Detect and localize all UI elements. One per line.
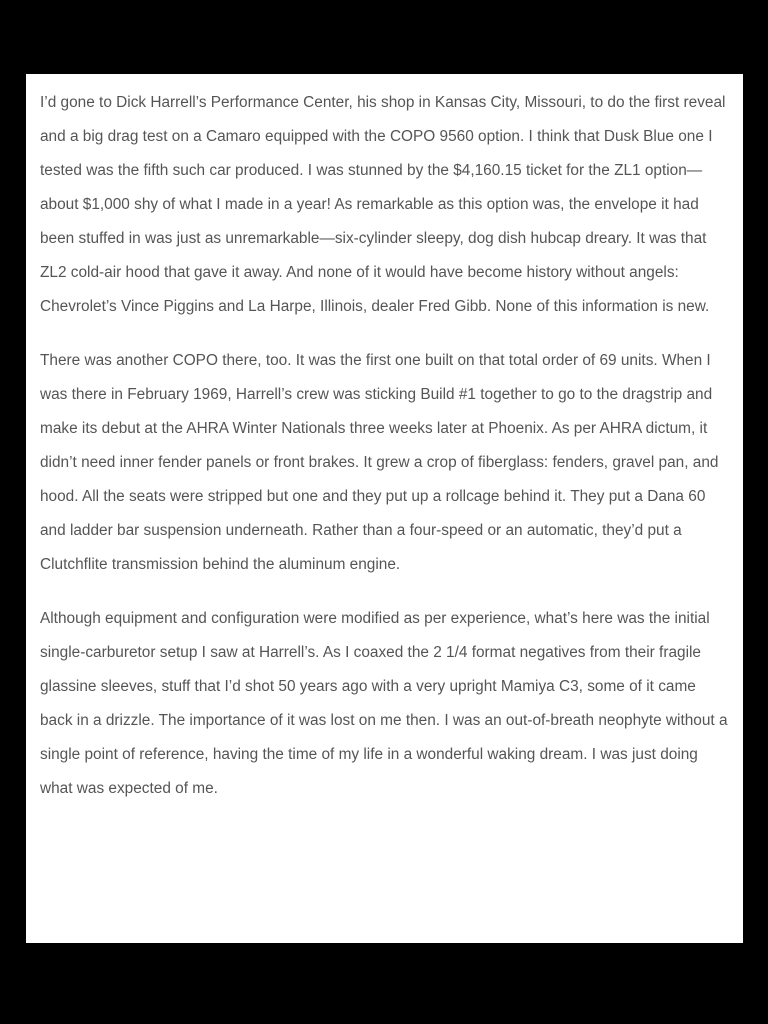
article-paragraph-1: I’d gone to Dick Harrell’s Performance Center, his shop in Kansas City, Missouri, to do the first reveal and a big drag test on a Camaro equipped with the COPO 9560 option. I think that Dusk Blue one I tested was the fifth such car produced. I was stunned by the $4,160.15 ticket for the ZL1 option—about $1,000 shy of what I made in a year! As remarkable as this option was, the envelope it had been stuffed in was just as unremarkable—six-cylinder sleepy, dog dish hubcap dreary. It was that ZL2 cold-air hood that gave it away. And none of it would have become history without angels: Chevrolet’s Vince Piggins and La Harpe, Illinois, dealer Fred Gibb. None of this information is new. bbox=[40, 94, 726, 315]
article-paragraph-3: Although equipment and configuration were modified as per experience, what’s here was the initial single-carburetor setup I saw at Harrell’s. As I coaxed the 2 1/4 format negatives from their fragile glassine sleeves, stuff that I’d shot 50 years ago with a very upright Mamiya C3, some of it came back in a drizzle. The importance of it was lost on me then. I was an out-of-breath neophyte without a single point of reference, having the time of my life in a wonderful waking dream. I was just doing what was expected of me. bbox=[40, 610, 728, 797]
article-body bbox=[26, 74, 743, 943]
article-paragraph-2: There was another COPO there, too. It was the first one built on that total order of 69 units. When I was there in February 1969, Harrell’s crew was sticking Build #1 together to go to the dragstrip and make its debut at the AHRA Winter Nationals three weeks later at Phoenix. As per AHRA dictum, it didn’t need inner fender panels or front brakes. It grew a crop of fiberglass: fenders, gravel pan, and hood. All the seats were stripped but one and they put up a rollcage behind it. They put a Dana 60 and ladder bar suspension underneath. Rather than a four-speed or an automatic, they’d put a Clutchflite transmission behind the aluminum engine. bbox=[40, 352, 719, 573]
